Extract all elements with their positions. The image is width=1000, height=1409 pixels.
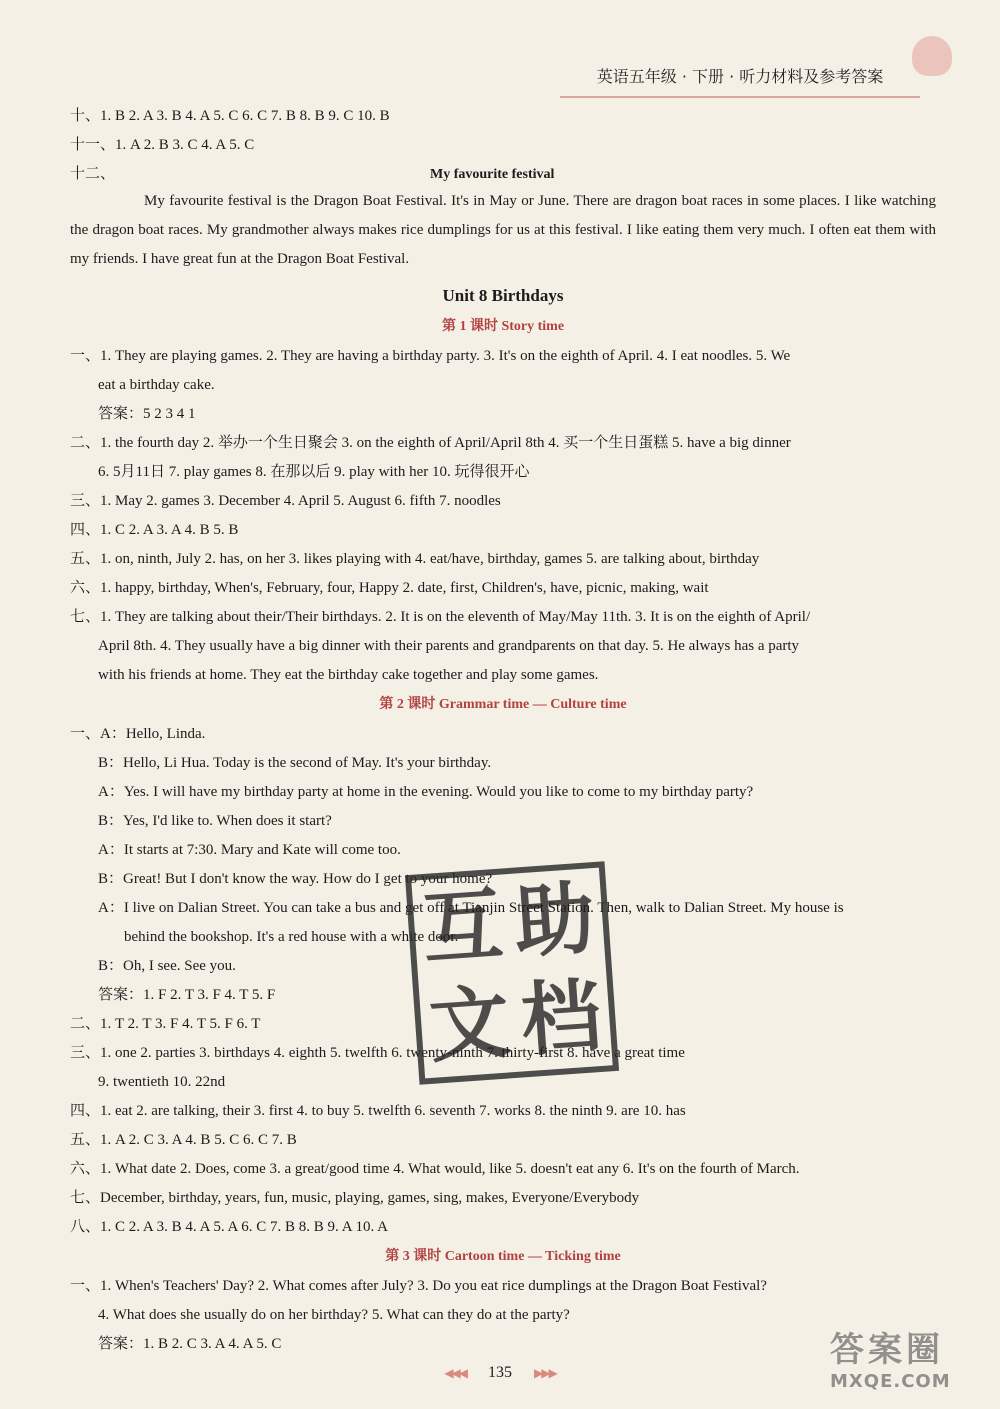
dialogue-line: A：I live on Dalian Street. You can take a bus and get off at Tianjin Street Station. Then, walk to Dalian Street. My house is xyxy=(98,900,844,916)
lesson2-line: 四、1. eat 2. are talking, their 3. first 4. to buy 5. twelfth 6. seventh 7. works 8. the ninth 9. are 10. has xyxy=(70,1103,686,1119)
lesson-2-title: 第 2 课时 Grammar time — Culture time xyxy=(379,697,627,712)
lesson3-line: 4. What does she usually do on her birthday? 5. What can they do at the party? xyxy=(98,1307,570,1323)
lesson2-line: 二、1. T 2. T 3. F 4. T 5. F 6. T xyxy=(70,1016,261,1032)
lesson3-line: 答案：1. B 2. C 3. A 4. A 5. C xyxy=(98,1336,282,1352)
stamp-char: 档 xyxy=(518,968,605,1068)
lesson1-line: with his friends at home. They eat the birthday cake together and play some games. xyxy=(98,667,599,683)
lesson2-line: 六、1. What date 2. Does, come 3. a great/good time 4. What would, like 5. doesn't eat any 6. It's on the fourth of March. xyxy=(70,1161,800,1177)
stamp-char: 助 xyxy=(511,871,598,970)
answer-content xyxy=(70,102,936,1359)
answer-line-10: 十、1. B 2. A 3. B 4. A 5. C 6. C 7. B 8. B 9. C 10. B xyxy=(70,108,390,124)
dialogue-line: A：It starts at 7:30. Mary and Kate will come too. xyxy=(98,842,401,858)
lesson1-line: 三、1. May 2. games 3. December 4. April 5. August 6. fifth 7. noodles xyxy=(70,493,501,509)
lesson1-line: 答案：5 2 3 4 1 xyxy=(98,406,196,422)
lesson2-line: 9. twentieth 10. 22nd xyxy=(98,1074,226,1090)
lesson1-line: 一、1. They are playing games. 2. They are having a birthday party. 3. It's on the eighth of April. 4. I eat noodles. 5. We xyxy=(70,348,791,364)
page-number: 135 xyxy=(488,1364,512,1381)
lesson-3-title: 第 3 课时 Cartoon time — Ticking time xyxy=(385,1249,621,1264)
unit-title: Unit 8 Birthdays xyxy=(442,286,564,305)
dialogue-line: 一、A：Hello, Linda. xyxy=(70,726,206,742)
lesson1-line: 四、1. C 2. A 3. A 4. B 5. B xyxy=(70,522,239,538)
lesson2-line: 三、1. one 2. parties 3. birthdays 4. eighth 5. twelfth 6. twenty-ninth 7. thirty-first 8. have a great time xyxy=(70,1045,685,1061)
lesson1-line: 六、1. happy, birthday, When's, February, four, Happy 2. date, first, Children's, have, picnic, making, wait xyxy=(70,580,709,596)
arrows-left-icon: ◀◀◀ xyxy=(444,1366,466,1380)
essay-paragraph: My favourite festival is the Dragon Boat Festival. It's in May or June. There are dragon boat races in some places. I like watching the dragon boat races. My grandmother always makes rice dumplings for us at this festival. I like eating them very much. I often eat them with my friends. I have great fun at the Dragon Boat Festival. xyxy=(70,193,936,267)
lesson2-line: 七、December, birthday, years, fun, music, playing, games, sing, makes, Everyone/Everybody xyxy=(70,1190,640,1206)
lesson1-line: eat a birthday cake. xyxy=(98,377,215,393)
lesson1-line: 二、1. the fourth day 2. 举办一个生日聚会 3. on the eighth of April/April 8th 4. 买一个生日蛋糕 5. have a big dinner xyxy=(70,435,791,451)
lesson1-line: 五、1. on, ninth, July 2. has, on her 3. likes playing with 4. eat/have, birthday, games 5. are talking about, birthday xyxy=(70,551,760,567)
answer-line-11: 十一、1. A 2. B 3. C 4. A 5. C xyxy=(70,137,255,153)
lesson2-line: 五、1. A 2. C 3. A 4. B 5. C 6. C 7. B xyxy=(70,1132,297,1148)
dialogue-line: B：Yes, I'd like to. When does it start? xyxy=(98,813,332,829)
lesson3-line: 一、1. When's Teachers' Day? 2. What comes after July? 3. Do you eat rice dumplings at the Dragon Boat Festival? xyxy=(70,1278,767,1294)
essay-title: My favourite festival xyxy=(430,167,555,182)
header-divider xyxy=(560,96,920,98)
dialogue-line: B：Hello, Li Hua. Today is the second of May. It's your birthday. xyxy=(98,755,492,771)
page-header xyxy=(560,56,920,94)
dialogue-line: B：Great! But I don't know the way. How do I get to your home? xyxy=(98,871,493,887)
dialogue-line: A：Yes. I will have my birthday party at home in the evening. Would you like to come to my birthday party? xyxy=(98,784,754,800)
watermark-logo xyxy=(830,1330,990,1405)
watermark-bottom: MXQE.COM xyxy=(830,1371,951,1392)
lesson-1-title: 第 1 课时 Story time xyxy=(441,319,565,334)
lesson1-line: April 8th. 4. They usually have a big dinner with their parents and grandparents on that day. 5. He always has a party xyxy=(98,638,800,654)
lesson1-line: 6. 5月11日 7. play games 8. 在那以后 9. play with her 10. 玩得很开心 xyxy=(98,464,530,480)
label-12: 十二、 xyxy=(70,166,116,182)
lesson1-line: 七、1. They are talking about their/Their birthdays. 2. It is on the eleventh of May/May 11th. 3. It is on the eighth of April/ xyxy=(70,609,811,625)
stamp-char: 互 xyxy=(419,877,506,977)
stamp-char: 文 xyxy=(426,975,513,1074)
dialogue-answer: 答案：1. F 2. T 3. F 4. T 5. F xyxy=(98,987,276,1003)
dialogue-line: behind the bookshop. It's a red house with a white door. xyxy=(124,929,459,945)
header-title: 英语五年级 · 下册 · 听力材料及参考答案 xyxy=(596,66,884,86)
arrows-right-icon: ▶▶▶ xyxy=(534,1366,556,1380)
watermark-top: 答案圈 xyxy=(830,1330,944,1370)
lesson2-line: 八、1. C 2. A 3. B 4. A 5. A 6. C 7. B 8. B 9. A 10. A xyxy=(70,1219,388,1235)
answer-line-12 xyxy=(70,160,936,189)
dialogue-line: B：Oh, I see. See you. xyxy=(98,958,236,974)
